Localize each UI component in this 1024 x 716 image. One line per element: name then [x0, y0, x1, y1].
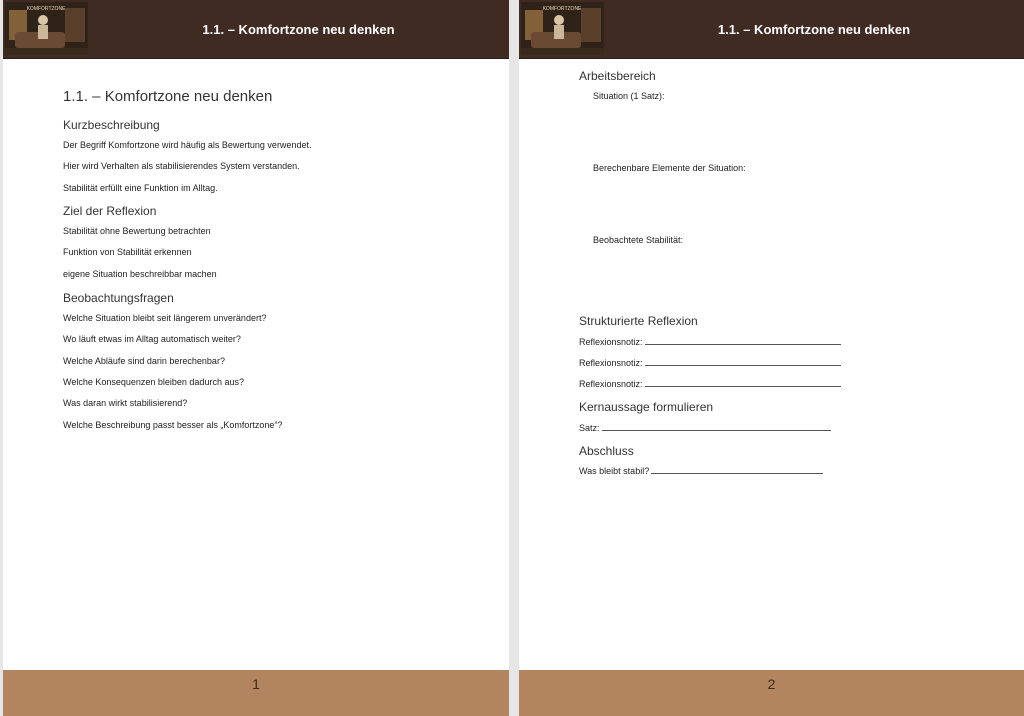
satz-line	[579, 423, 831, 433]
section-heading-kernaussage: Kernaussage formulieren	[579, 400, 714, 414]
text-line: Der Begriff Komfortzone wird häufig als Bewertung verwendet.	[63, 140, 312, 150]
section-heading-kurzbeschreibung: Kurzbeschreibung	[63, 118, 160, 132]
text-line: Stabilität ohne Bewertung betrachten	[63, 226, 211, 236]
question-line: Welche Konsequenzen bleiben dadurch aus?	[63, 377, 244, 387]
page-footer	[3, 670, 509, 716]
field-label-stabilitaet: Beobachtete Stabilität:	[593, 235, 684, 245]
svg-text:KOMFORTZONE: KOMFORTZONE	[542, 6, 582, 12]
note-label: Reflexionsnotiz:	[579, 358, 643, 368]
question-line: Welche Beschreibung passt besser als „Komfortzone“?	[63, 420, 283, 430]
abschluss-label: Was bleibt stabil?	[579, 466, 650, 476]
question-line: Was daran wirkt stabilisierend?	[63, 398, 188, 408]
satz-label: Satz:	[579, 423, 600, 433]
note-label: Reflexionsnotiz:	[579, 379, 643, 389]
write-line[interactable]	[645, 358, 841, 366]
header-title: 1.1. – Komfortzone neu denken	[202, 21, 395, 37]
section-heading-ziel: Ziel der Reflexion	[63, 204, 157, 218]
field-label-elemente: Berechenbare Elemente der Situation:	[593, 163, 746, 173]
text-line: eigene Situation beschreibbar machen	[63, 269, 217, 279]
note-label: Reflexionsnotiz:	[579, 337, 643, 347]
section-heading-strukturierte-reflexion: Strukturierte Reflexion	[579, 314, 698, 328]
question-line: Welche Abläufe sind darin berechenbar?	[63, 356, 225, 366]
write-line[interactable]	[651, 466, 823, 474]
write-line[interactable]	[645, 337, 841, 345]
document-page-1	[3, 0, 509, 716]
note-line	[579, 358, 841, 368]
page-header	[519, 0, 1024, 59]
note-line	[579, 379, 841, 389]
section-heading-abschluss: Abschluss	[579, 444, 634, 458]
page-header	[3, 0, 509, 59]
section-heading-beobachtungsfragen: Beobachtungsfragen	[63, 291, 174, 305]
page-number: 1	[252, 676, 260, 692]
question-line: Welche Situation bleibt seit längerem unverändert?	[63, 313, 267, 323]
text-line: Hier wird Verhalten als stabilisierendes System verstanden.	[63, 161, 300, 171]
text-line: Stabilität erfüllt eine Funktion im Alltag.	[63, 183, 218, 193]
write-line[interactable]	[602, 423, 831, 431]
text-line: Funktion von Stabilität erkennen	[63, 247, 192, 257]
abschluss-line	[579, 466, 823, 476]
header-image	[521, 2, 604, 55]
question-line: Wo läuft etwas im Alltag automatisch weiter?	[63, 334, 241, 344]
header-title: 1.1. – Komfortzone neu denken	[717, 21, 911, 37]
svg-text:KOMFORTZONE: KOMFORTZONE	[26, 6, 66, 12]
note-line	[579, 337, 841, 347]
header-image	[5, 2, 88, 55]
document-page-2	[519, 0, 1024, 716]
field-label-situation: Situation (1 Satz):	[593, 91, 665, 101]
page-title: 1.1. – Komfortzone neu denken	[63, 88, 273, 105]
section-heading-arbeitsbereich: Arbeitsbereich	[579, 69, 656, 83]
write-line[interactable]	[645, 379, 841, 387]
page-number: 2	[767, 676, 776, 692]
page-footer	[519, 670, 1024, 716]
